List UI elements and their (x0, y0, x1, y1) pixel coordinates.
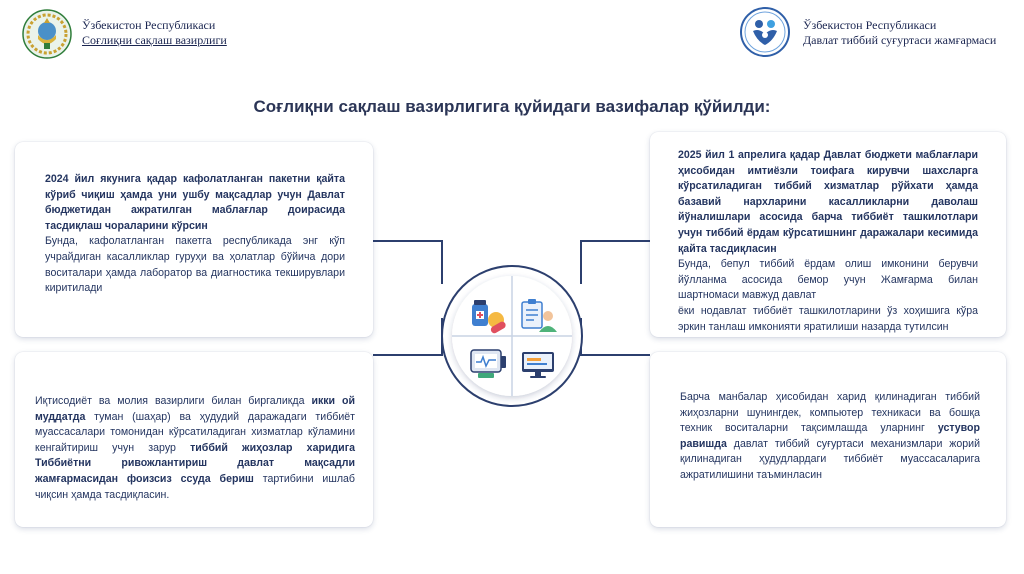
header-left-line2: Соғлиқни сақлаш вазирлиги (82, 33, 227, 47)
connector-line (580, 354, 650, 356)
computer-icon (516, 342, 560, 386)
insurance-fund-logo (740, 7, 790, 57)
header-right-line2: Давлат тиббий суғуртаси жамғармаси (803, 33, 997, 47)
task-card-bottom-left-bold: тиббий жиҳозлар харидига Тиббиётни ривожлантириш давлат мақсадли жамғармасидан фоизсиз ссуда бериш (35, 441, 355, 485)
task-card-bottom-left (15, 352, 373, 527)
task-card-top-left-bold: 2024 йил якунига қадар кафолатланган пакетни қайта кўриб чиқиш ҳамда уни ушбу мақсадлар учун Давлат бюджетидан ажратилган маблағлар доирасида тасдиқлаш чораларини кўрсин (45, 173, 345, 232)
header-left-line1: Ўзбекистон Республикаси (82, 18, 216, 32)
medical-monitor-icon (466, 342, 510, 386)
connector-line (373, 240, 443, 242)
ministry-emblem (22, 9, 72, 59)
medicine-pills-icon (466, 294, 510, 338)
connector-line (373, 354, 443, 356)
header-right-line1: Ўзбекистон Республикаси (803, 18, 937, 32)
task-card-top-right-bold: 2025 йил 1 апрелига қадар Давлат бюджети маблағлари ҳисобидан имтиёзли тоифага кирувчи шахсларга кўрсатиладиган тиббий хизматлар рўйхати ҳамда базавий нархларини касалликларни даволаш йўналишлари асосида барча тиббиёт ташкилотлари учун тиббий ёрдам кўрсатишнинг даражалари кесимида қайта тасдиқласин (678, 149, 978, 255)
task-card-bottom-left-text: Иқтисодиёт ва молия вазирлиги билан биргаликда (35, 395, 312, 407)
task-card-top-right-text1: Бунда, бепул тиббий ёрдам олиш имконини берувчи йўлланма асосида бемор учун Жамғарма билан шартномаси мавжуд давлат (678, 258, 978, 302)
task-card-top-left-text: Бунда, кафолатланган пакетга республикада энг кўп учрайдиган касалликлар гуруҳи ва ҳолатлар бўйича дори воситалари ҳамда лаборатор ва диагностика текширувлари киритилади (45, 235, 345, 295)
page-title: Соғлиқни сақлаш вазирлигига қуйидаги вазифалар қўйилди: (253, 97, 771, 116)
task-card-bottom-left-text: туман (шаҳар) ва ҳудудий даражадаги тиббиёт муассасалари томонидан кўрсатиладиган хизматлар кўламини кенгайтириш учун зарур (35, 410, 355, 454)
header-right-text (803, 18, 996, 48)
doctor-clipboard-icon (516, 294, 560, 338)
task-card-bottom-right-text: давлат тиббий суғуртаси механизмлари жорий қилинадиган ҳудудлардаги тиббиёт муассасаларига ажратилишини таъминласин (680, 437, 980, 481)
task-card-top-left (15, 142, 373, 337)
task-card-bottom-right-bold: устувор равишда (680, 422, 980, 450)
connector-line (580, 240, 650, 242)
header-left-text (82, 18, 227, 48)
task-card-bottom-left-bold: икки ой муддатда (35, 395, 356, 423)
task-card-bottom-right-text: Барча манбалар ҳисобидан харид қилинадиган тиббий жиҳозларни шунингдек, компьютер техникаси ва бошқа техник воситаларни тақсимлашда уларнинг (680, 391, 980, 435)
task-card-bottom-right (650, 352, 1006, 527)
task-card-top-right (650, 132, 1006, 337)
task-card-top-right-text2: ёки нодавлат тиббиёт ташкилотларини ўз хоҳишига кўра эркин танлаш имконияти яратилиши назарда тутилсин (678, 304, 978, 333)
center-icon-circle (440, 264, 584, 408)
task-card-bottom-left-text: тартибини ишлаб чиқсин ҳамда тасдиқласин. (35, 472, 355, 501)
